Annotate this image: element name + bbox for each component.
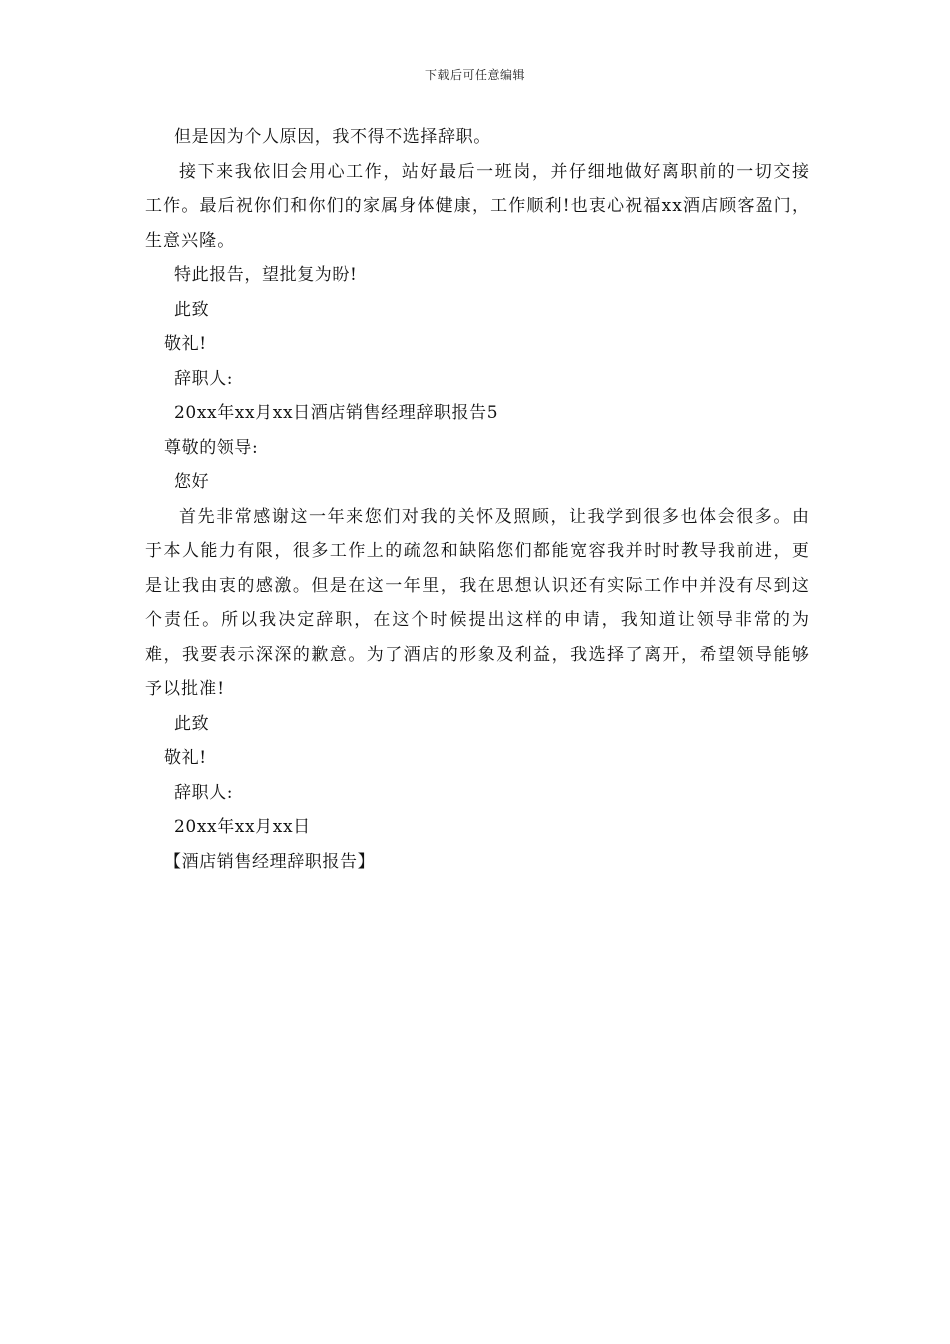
- date-line: 20xx年xx月xx日: [174, 817, 311, 837]
- greeting-line: 您好: [174, 472, 210, 492]
- text-line: 但是因为个人原因，我不得不选择辞职。: [174, 127, 491, 147]
- salutation-line: 敬礼!: [164, 748, 207, 768]
- greeting-line: 尊敬的领导:: [164, 437, 259, 458]
- closing-line: 此致: [174, 299, 210, 320]
- signature-line: 辞职人:: [174, 782, 234, 803]
- closing-line: 此致: [174, 713, 210, 734]
- document-body: [145, 120, 810, 879]
- page-header: 下载后可任意编辑: [424, 68, 525, 82]
- date-title-line: 20xx年xx月xx日酒店销售经理辞职报告5: [174, 403, 499, 423]
- paragraph: 首先非常感谢这一年来您们对我的关怀及照顾，让我学到很多也体会很多。由于本人能力有限，很多工作上的疏忽和缺陷您们都能宽容我并时时教导我前进，更是让我由衷的感激。但是在这一年里，我在思想认识还有实际工作中并没有尽到这个责任。所以我决定辞职，在这个时候提出这样的申请，我知道让领导非常的为难，我要表示深深的歉意。为了酒店的形象及利益，我选择了离开，希望领导能够予以批准!: [145, 506, 810, 699]
- salutation-line: 敬礼!: [164, 334, 207, 354]
- text-line: 特此报告，望批复为盼!: [174, 265, 358, 285]
- document-title-line: 【酒店销售经理辞职报告】: [164, 851, 376, 872]
- paragraph: 接下来我依旧会用心工作，站好最后一班岗，并仔细地做好离职前的一切交接工作。最后祝你们和你们的家属身体健康，工作顺利!也衷心祝福xx酒店顾客盈门，生意兴隆。: [145, 161, 810, 251]
- signature-line: 辞职人:: [174, 368, 234, 389]
